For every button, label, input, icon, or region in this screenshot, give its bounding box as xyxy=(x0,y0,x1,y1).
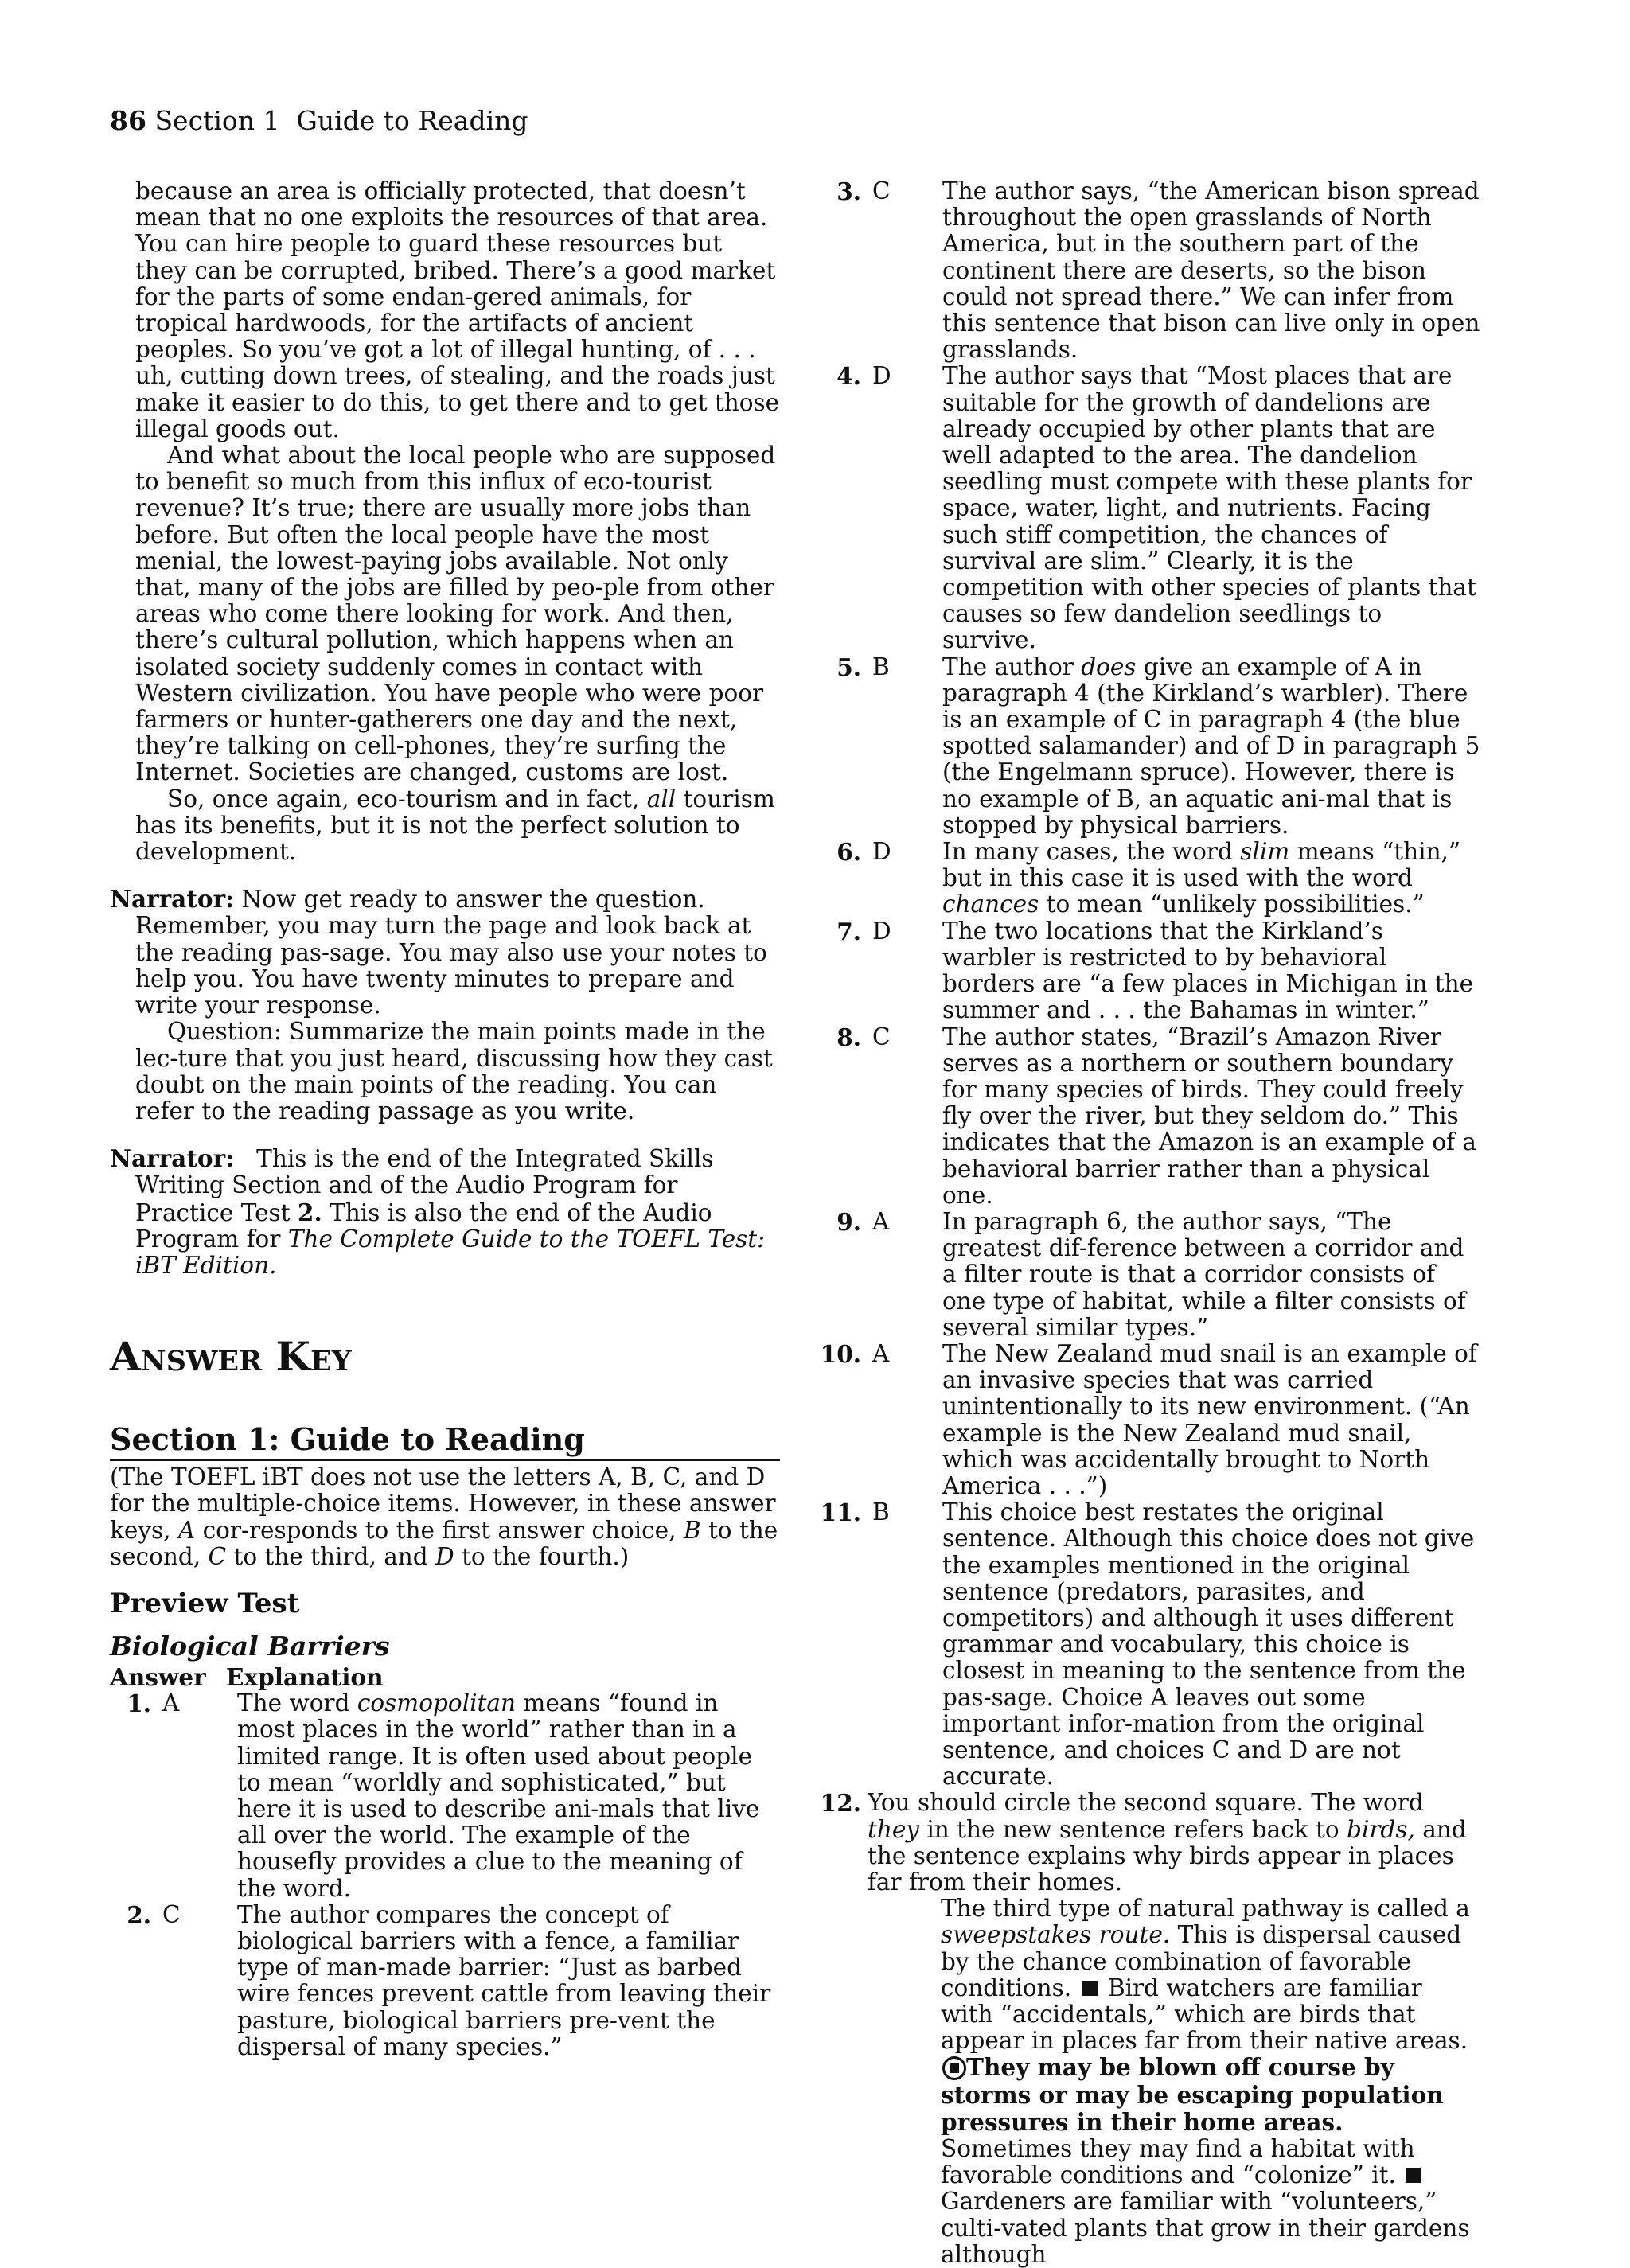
narrator-label: Narrator: xyxy=(110,885,235,914)
lecture-paragraph-3: So, once again, eco-tourism and in fact, all tourism has its benefits, but it is not the perfect solution to development. xyxy=(135,785,775,866)
running-head xyxy=(110,102,528,140)
preview-test-heading: Preview Test xyxy=(110,1587,300,1619)
answer-item: 1. A The word cosmopolitan means “found in most places in the world” rather than in a limited range. It is often used about people to mean “worldly and sophisticated,” but here it is used to describe ani-mals that live all over the world. The example of the housefly provides a clue to the meaning of the word. xyxy=(127,1689,760,1902)
answer-item: 5. B The author does give an example of A in paragraph 4 (the Kirkland’s warbler). There is an example of C in paragraph 4 (the blue spotted salamander) and of D in paragraph 5 (the Engelmann spruce). However, there is no example of B, an aquatic ani-mal that is stopped by physical barriers. xyxy=(836,653,1480,839)
insertion-square-icon xyxy=(1082,1981,1098,1996)
answer-table-header xyxy=(110,1664,780,1690)
narrator-paragraph-2: Narrator: This is the end of the Integrated Skills Writing Section and of the Audio Program for Practice Test 2. This is also the end of the Audio Program for The Complete Guide to the TOEFL Test: iBT Edition. xyxy=(110,1144,766,1279)
answer-item: 2. C The author compares the concept of biological barriers with a fence, a familiar type of man-made barrier: “Just as barbed wire fences prevent cattle from leaving their pasture, biological barriers pre-vent the dispersal of many species.” xyxy=(127,1900,771,2060)
page-number: 86 xyxy=(110,105,146,136)
answer-item: 6. D In many cases, the word slim means “thin,” but in this case it is used with the word chances to mean “unlikely possibilities.” xyxy=(836,838,1461,918)
answer-item: 3. C The author says, “the American bison spread throughout the open grasslands of North America, but in the southern part of the continent there are deserts, so the bison could not spread there.” We can infer from this sentence that bison can live only in open grasslands. xyxy=(836,177,1480,364)
answer-column-header: Answer xyxy=(110,1662,206,1691)
answer-item: 4. D The author says that “Most places that are suitable for the growth of dandelions are already occupied by other plants that are well adapted to the area. The dandelion seedling must compete with these plants for space, water, light, and nutrients. Facing such stiff competition, the chances of survival are slim.” Clearly, it is the competition with other species of plants that causes so few dandelion seedlings to survive. xyxy=(836,362,1476,654)
answer-item: 8. C The author states, “Brazil’s Amazon River serves as a northern or southern boundary for many species of birds. They could freely fly over the river, but they seldom do.” This indicates that the Amazon is an example of a behavioral barrier rather than a physical one. xyxy=(836,1023,1476,1209)
right-column xyxy=(820,178,1480,2268)
answer-item: 11. B This choice best restates the original sentence. Although this choice does not give the examples mentioned in the original sentence (predators, parasites, and competitors) and although it uses different grammar and vocabulary, this choice is closest in meaning to the sentence from the pas-sage. Choice A leaves out some important infor-mation from the original sentence, and choices C and D are not accurate. xyxy=(820,1498,1475,1791)
biological-barriers-heading: Biological Barriers xyxy=(110,1630,390,1662)
narrator-question: Question: Summarize the main points made in the lec-ture that you just heard, discussing how they cast doubt on the main points of the reading. You can refer to the reading passage as you write. xyxy=(135,1018,773,1124)
answer-item-12: 12. You should circle the second square. The word they in the new sentence refers back to birds, and the sentence explains why birds appear in places far from their homes. The third type of natural pathway is called a sweepstakes route. This is dispersal caused by the chance combination of favorable conditions. Bird watchers are familiar with “accidentals,” which are birds that appear in places far from their native areas.They may be blown off course by storms or may be escaping population pressures in their home areas. Sometimes they may find a habitat with favorable conditions and “colonize” it. Gardeners are familiar with “volunteers,” culti-vated plants that grow in their gardens although xyxy=(820,1790,1480,2268)
lecture-paragraph-1: because an area is officially protected, that doesn’t mean that no one exploits the resources of that area. You can hire people to guard these resources but they can be corrupted, bribed. There’s a good market for the parts of some endan-gered animals, for tropical hardwoods, for the artifacts of ancient peoples. So you’ve got a lot of illegal hunting, of . . . uh, cutting down trees, of stealing, and the roads just make it easier to do this, to get there and to get those illegal goods out. xyxy=(135,177,780,442)
answer-key-heading: Answer Key xyxy=(110,1333,352,1381)
running-head-title: Section 1 Guide to Reading xyxy=(154,105,528,136)
section-heading: Section 1: Guide to Reading xyxy=(110,1422,780,1461)
answer-key-note: (The TOEFL iBT does not use the letters A, B, C, and D for the multiple-choice items. However, in these answer keys, A cor-responds to the first answer choice, B to the second, C to the third, and D to the fourth.) xyxy=(110,1463,778,1570)
answer-12-passage: The third type of natural pathway is called a sweepstakes route. This is dispersal caused by the chance combination of favorable conditions. Bird watchers are familiar with “accidentals,” which are birds that appear in places far from their native areas.They may be blown off course by storms or may be escaping population pressures in their home areas. Sometimes they may find a habitat with favorable conditions and “colonize” it. Gardeners are familiar with “volunteers,” culti-vated plants that grow in their gardens although xyxy=(941,1895,1470,2268)
left-column xyxy=(110,178,780,2060)
narrator-paragraph-1: Narrator: Now get ready to answer the question. Remember, you may turn the page and look back at the reading pas-sage. You may also use your notes to help you. You have twenty minutes to prepare and write your response. xyxy=(110,885,767,1019)
lecture-paragraph-2: And what about the local people who are supposed to benefit so much from this influx of eco-tourist revenue? It’s true; there are usually more jobs than before. But often the local people have the most menial, the lowest-paying jobs available. Not only that, many of the jobs are filled by peo-ple from other areas who come there looking for work. And then, there’s cultural pollution, which happens when an isolated society suddenly comes in contact with Western civilization. You have people who were poor farmers or hunter-gatherers one day and the next, they’re talking on cell-phones, they’re surfing the Internet. Societies are changed, customs are lost. xyxy=(135,442,776,786)
explanation-column-header: Explanation xyxy=(226,1662,384,1691)
narrator-label: Narrator: xyxy=(110,1144,235,1173)
answer-item: 7. D The two locations that the Kirkland’s warbler is restricted to by behavioral borders are “a few places in Michigan in the summer and . . . the Bahamas in winter.” xyxy=(836,917,1474,1024)
answer-12-explanation: You should circle the second square. The word they in the new sentence refers back to birds, and the sentence explains why birds appear in places far from their homes. xyxy=(868,1789,1467,1896)
answer-item: 9. A In paragraph 6, the author says, “The greatest dif-ference between a corridor and a filter route is that a corridor consists of one type of habitat, while a filter consists of several similar types.” xyxy=(836,1207,1466,1341)
answer-item: 10. A The New Zealand mud snail is an example of an invasive species that was carried unintentionally to its new environment. (“An example is the New Zealand mud snail, which was accidentally brought to North America . . .”) xyxy=(820,1339,1477,1499)
insertion-square-icon xyxy=(1406,2168,1421,2183)
